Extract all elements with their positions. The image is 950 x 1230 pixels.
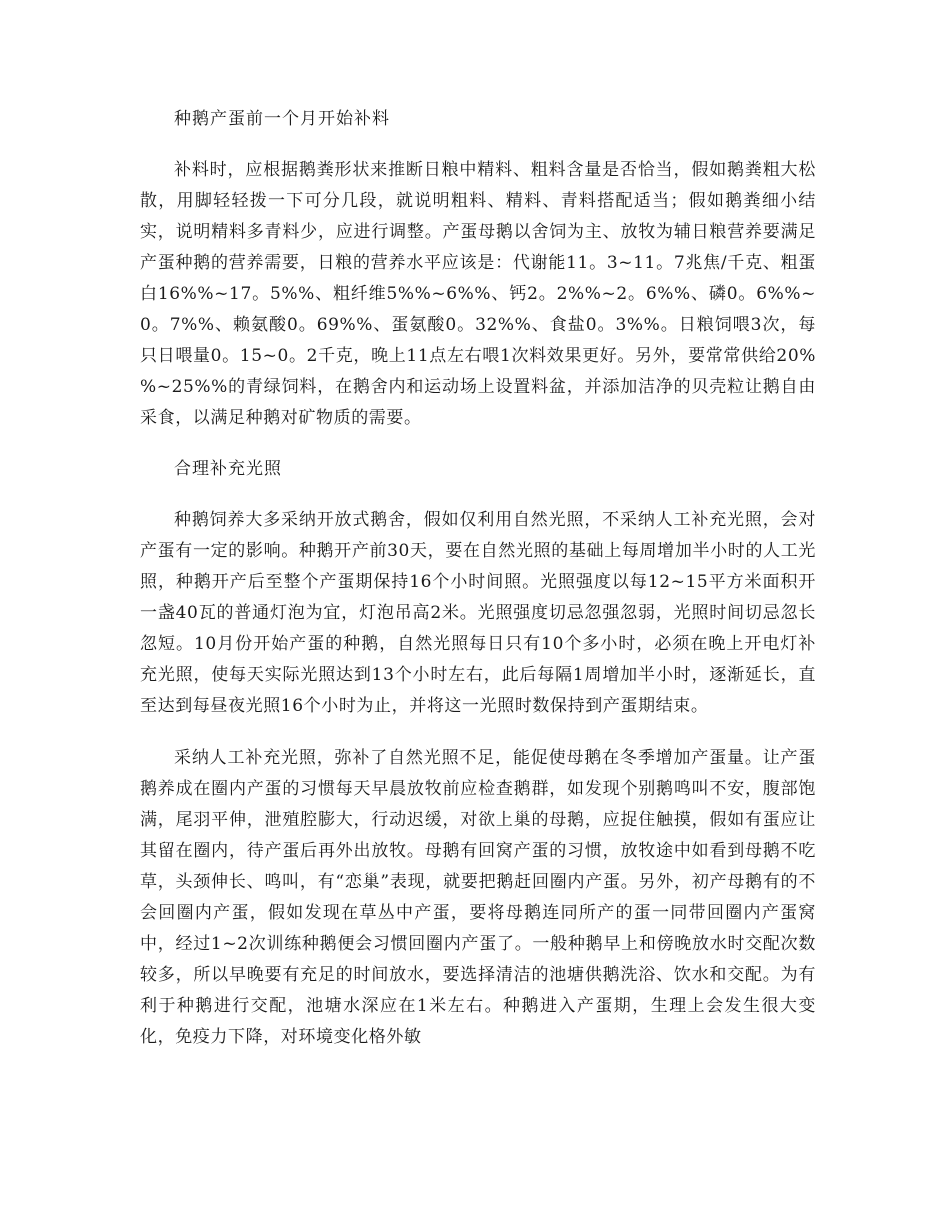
document-page bbox=[140, 104, 816, 1053]
paragraph-lighting: 种鹅饲养大多采纳开放式鹅舍，假如仅利用自然光照，不采纳人工补充光照，会对产蛋有一定的影响。种鹅开产前30天，要在自然光照的基础上每周增加半小时的人工光照，种鹅开产后至整个产蛋期保持16个小时间照。光照强度以每12~15平方米面积开一盏40瓦的普通灯泡为宜，灯泡吊高2米。光照强度切忌忽强忽弱，光照时间切忌忽长忽短。10月份开始产蛋的种鹅，自然光照每日只有10个多小时，必须在晚上开电灯补充光照，使每天实际光照达到13个小时左右，此后每隔1周增加半小时，逐渐延长，直至达到每昼夜光照16个小时为止，并将这一光照时数保持到产蛋期结束。 bbox=[140, 510, 816, 716]
paragraph-feeding: 补料时，应根据鹅粪形状来推断日粮中精料、粗料含量是否恰当，假如鹅粪粗大松散，用脚轻轻拨一下可分几段，就说明粗料、精料、青料搭配适当；假如鹅粪细小结实，说明精料多青料少，应进行调整。产蛋母鹅以舍饲为主、放牧为辅日粮营养要满足产蛋种鹅的营养需要，日粮的营养水平应该是：代谢能11。3~11。7兆焦/千克、粗蛋白16%%~17。5%%、粗纤维5%%~6%%、钙2。2%%~2。6%%、磷0。6%%~0。7%%、赖氨酸0。69%%、蛋氨酸0。32%%、食盐0。3%%。日粮饲喂3次，每只日喂量0。15~0。2千克，晚上11点左右喂1次料效果更好。另外，要常常供给20%%~25%%的青绿饲料，在鹅舍内和运动场上设置料盆，并添加洁净的贝壳粒让鹅自由采食，以满足种鹅对矿物质的需要。 bbox=[140, 160, 816, 428]
paragraph-artificial-light: 采纳人工补充光照，弥补了自然光照不足，能促使母鹅在冬季增加产蛋量。让产蛋鹅养成在圈内产蛋的习惯每天早晨放牧前应检查鹅群，如发现个别鹅鸣叫不安，腹部饱满，尾羽平伸，泄殖腔膨大，行动迟缓，对欲上巢的母鹅，应捉住触摸，假如有蛋应让其留在圈内，待产蛋后再外出放牧。母鹅有回窝产蛋的习惯，放牧途中如看到母鹅不吃草，头颈伸长、鸣叫，有“恋巢”表现，就要把鹅赶回圈内产蛋。另外，初产母鹅有的不会回圈内产蛋，假如发现在草丛中产蛋，要将母鹅连同所产的蛋一同带回圈内产蛋窝中，经过1~2次训练种鹅便会习惯回圈内产蛋了。一般种鹅早上和傍晚放水时交配次数较多，所以早晚要有充足的时间放水，要选择清洁的池塘供鹅洗浴、饮水和交配。为有利于种鹅进行交配，池塘水深应在1米左右。种鹅进入产蛋期，生理上会发生很大变化，免疫力下降，对环境变化格外敏 bbox=[140, 748, 816, 1047]
section-heading-feeding: 种鹅产蛋前一个月开始补料 bbox=[174, 109, 390, 129]
section-heading-lighting: 合理补充光照 bbox=[174, 459, 282, 479]
